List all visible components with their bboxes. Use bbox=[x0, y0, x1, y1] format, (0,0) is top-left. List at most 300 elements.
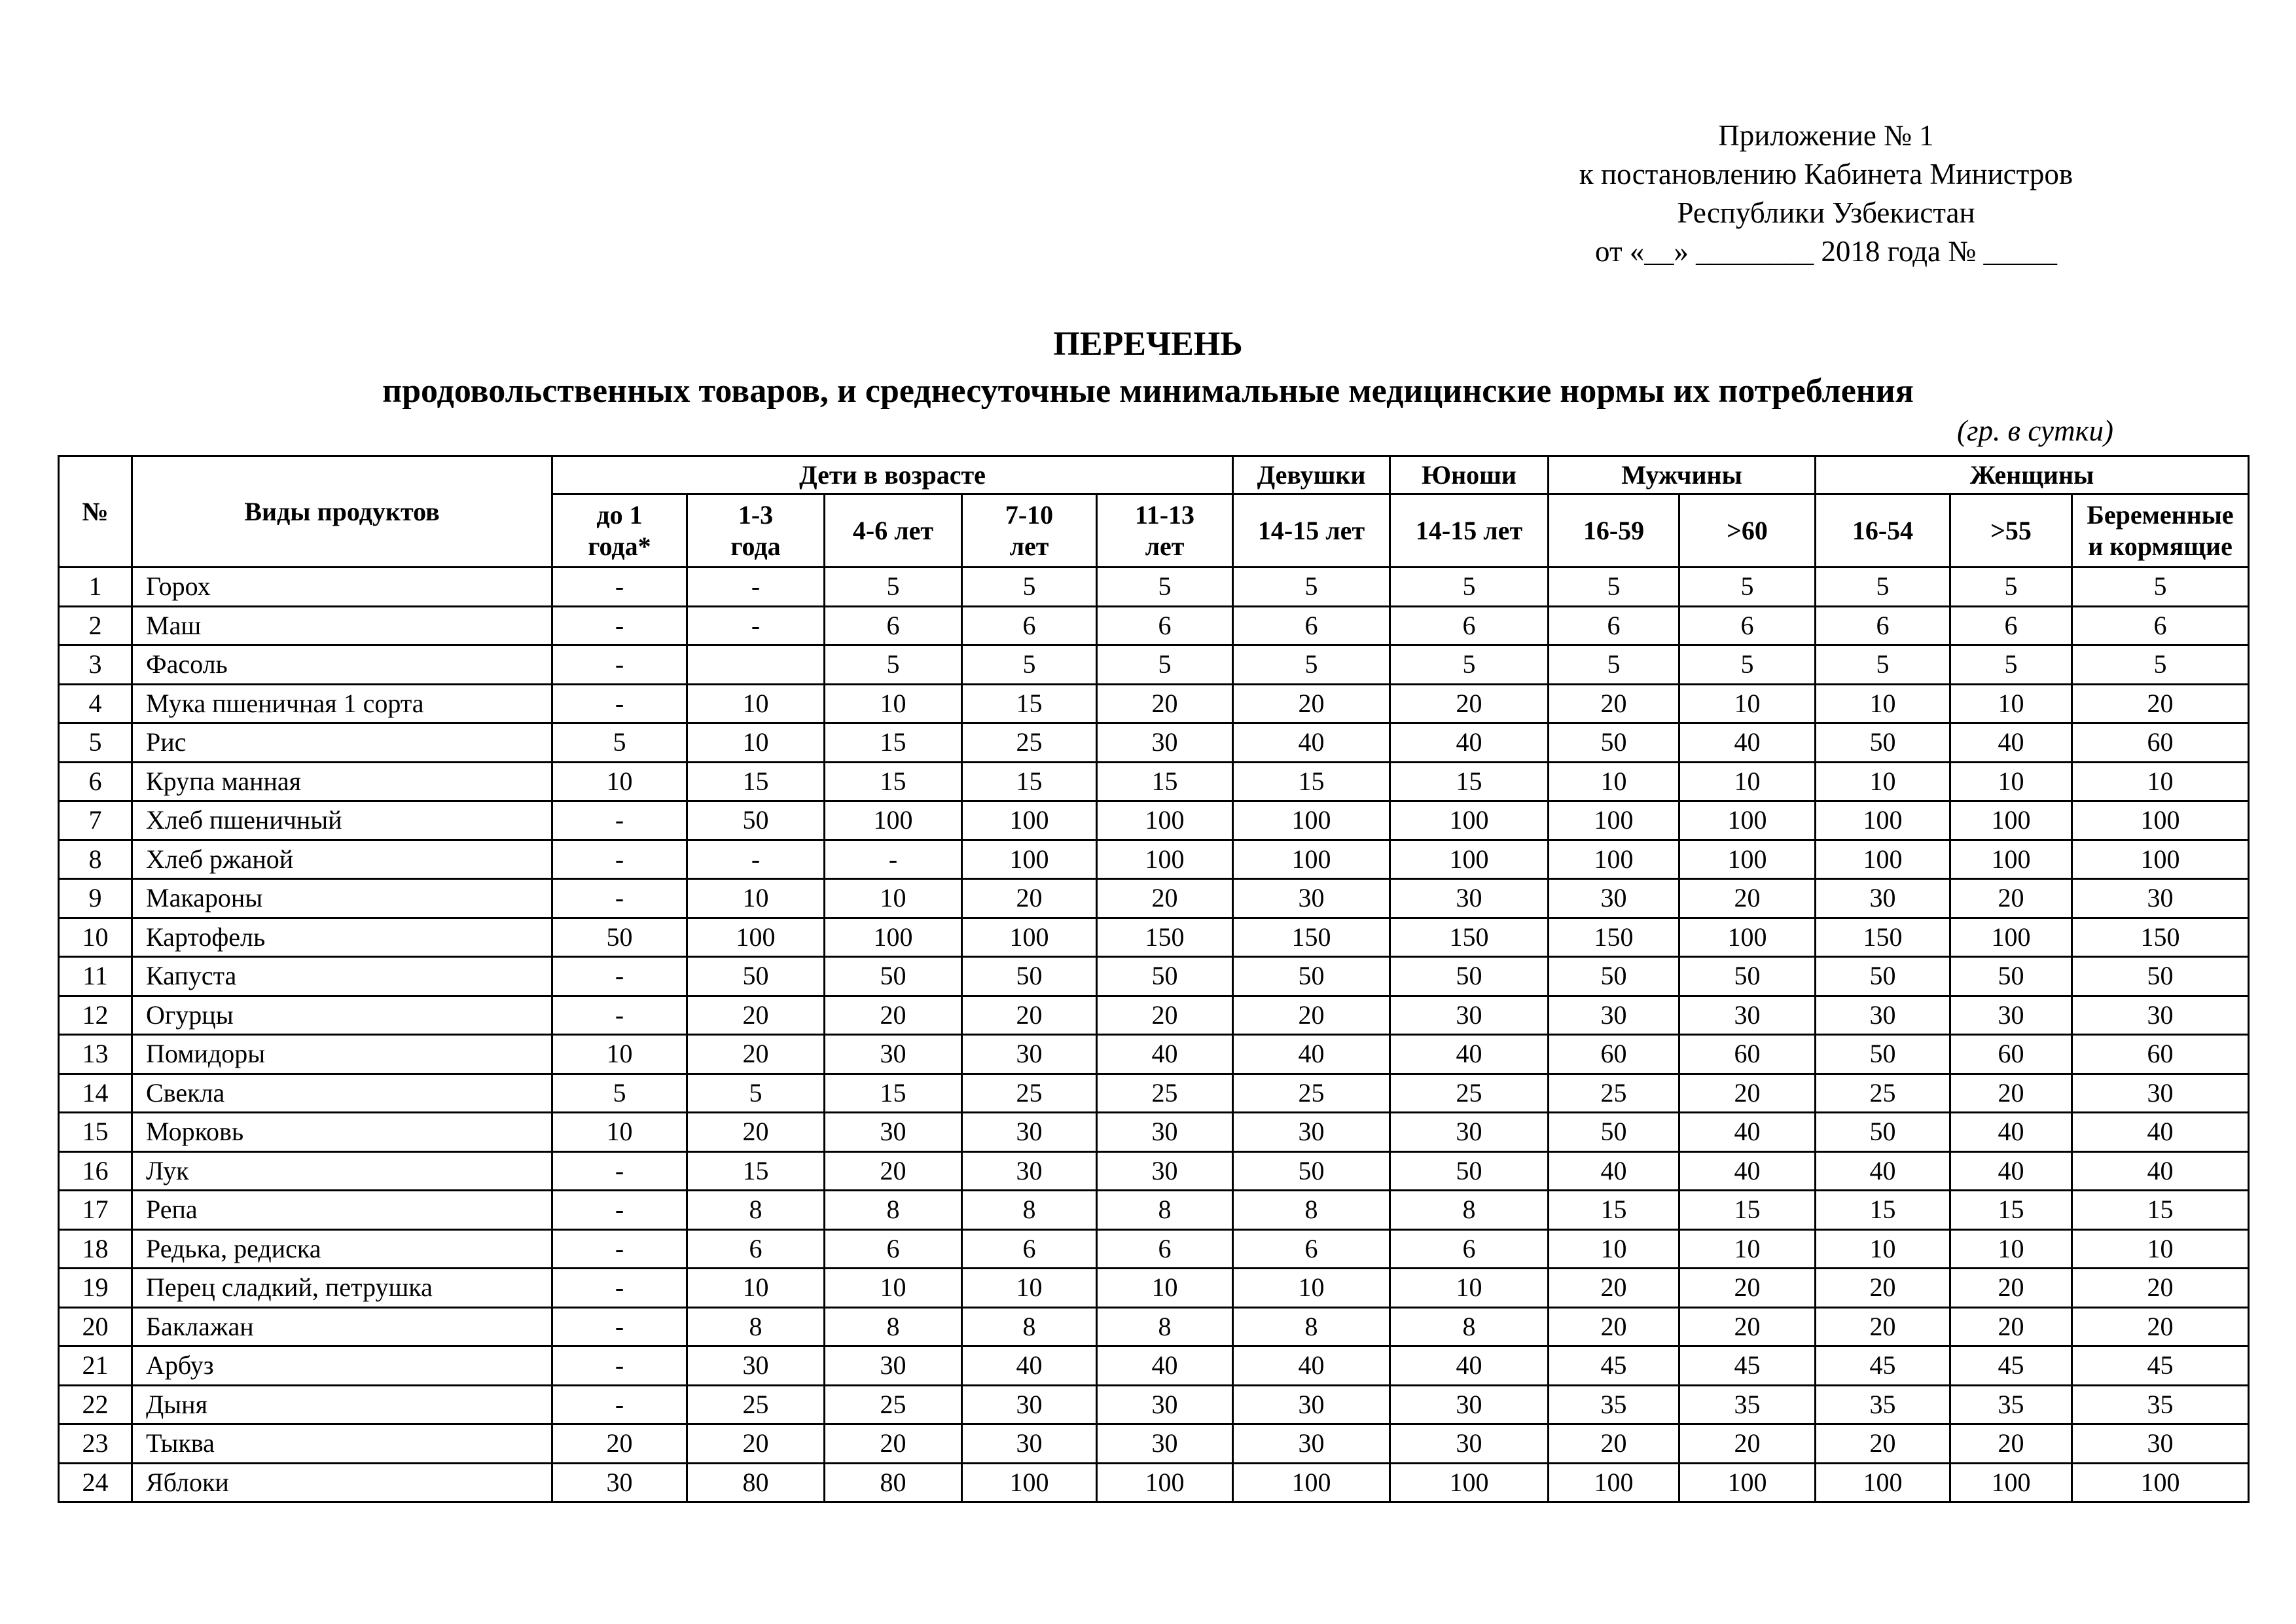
norm-value: 5 bbox=[552, 1074, 687, 1113]
norm-value: 10 bbox=[1950, 762, 2072, 801]
norm-value: 20 bbox=[1679, 1424, 1816, 1464]
norm-value: 100 bbox=[1233, 1463, 1390, 1502]
row-number: 17 bbox=[59, 1191, 132, 1230]
norm-value: 35 bbox=[1816, 1385, 1950, 1424]
norm-value: 40 bbox=[1679, 1151, 1816, 1191]
product-name: Морковь bbox=[132, 1113, 552, 1152]
norm-value: 30 bbox=[1097, 1151, 1233, 1191]
row-number: 8 bbox=[59, 840, 132, 879]
norm-value: 100 bbox=[1950, 801, 2072, 840]
norm-value: 20 bbox=[1549, 1307, 1679, 1346]
norm-value: 10 bbox=[1233, 1269, 1390, 1308]
norm-value: 100 bbox=[1390, 1463, 1549, 1502]
norm-value: 50 bbox=[1816, 723, 1950, 763]
norm-value: 40 bbox=[1233, 723, 1390, 763]
norm-value: 5 bbox=[962, 645, 1097, 685]
norm-value: 5 bbox=[1679, 645, 1816, 685]
norm-value: 5 bbox=[825, 568, 962, 607]
norm-value: 40 bbox=[1097, 1346, 1233, 1386]
norm-value: 6 bbox=[1233, 606, 1390, 645]
norm-value: 6 bbox=[825, 606, 962, 645]
col-header-1-3: 1-3 года bbox=[687, 494, 825, 568]
norm-value: 30 bbox=[1097, 1385, 1233, 1424]
norm-value: 30 bbox=[1097, 1113, 1233, 1152]
product-name: Тыква bbox=[132, 1424, 552, 1464]
row-number: 4 bbox=[59, 684, 132, 723]
norm-value: 5 bbox=[1950, 645, 2072, 685]
row-number: 1 bbox=[59, 568, 132, 607]
norm-value: 20 bbox=[2072, 1269, 2249, 1308]
table-row bbox=[59, 684, 2249, 723]
norm-value: 10 bbox=[1549, 1229, 1679, 1269]
group-header-girls: Девушки bbox=[1233, 456, 1390, 494]
norm-value: - bbox=[552, 1307, 687, 1346]
norm-value: 50 bbox=[1816, 1113, 1950, 1152]
norm-value: 100 bbox=[1390, 840, 1549, 879]
row-number: 3 bbox=[59, 645, 132, 685]
norm-value: 15 bbox=[962, 762, 1097, 801]
norm-value: 100 bbox=[1097, 840, 1233, 879]
norm-value: 15 bbox=[825, 723, 962, 763]
row-number: 2 bbox=[59, 606, 132, 645]
norm-value: 50 bbox=[1233, 957, 1390, 996]
norm-value: - bbox=[552, 684, 687, 723]
appendix-date: от «__» ________ 2018 года № _____ bbox=[1595, 235, 2057, 268]
product-name: Картофель bbox=[132, 918, 552, 957]
norm-value: 10 bbox=[552, 762, 687, 801]
product-name: Крупа манная bbox=[132, 762, 552, 801]
table-row bbox=[59, 1346, 2249, 1386]
norm-value: 10 bbox=[687, 684, 825, 723]
norm-value: 100 bbox=[1816, 801, 1950, 840]
row-number: 11 bbox=[59, 957, 132, 996]
norm-value: 25 bbox=[1816, 1074, 1950, 1113]
norm-value: 10 bbox=[552, 1035, 687, 1074]
norm-value: 5 bbox=[687, 1074, 825, 1113]
norm-value: 6 bbox=[1233, 1229, 1390, 1269]
norm-value: 100 bbox=[687, 918, 825, 957]
norm-value: 50 bbox=[1549, 1113, 1679, 1152]
norm-value: 15 bbox=[962, 684, 1097, 723]
norm-value: - bbox=[552, 1151, 687, 1191]
norm-value: 40 bbox=[1390, 1346, 1549, 1386]
norm-value: 20 bbox=[962, 879, 1097, 918]
norm-value: 5 bbox=[1679, 568, 1816, 607]
norm-value: - bbox=[552, 1385, 687, 1424]
norm-value: 6 bbox=[1390, 1229, 1549, 1269]
norm-value: 40 bbox=[1390, 723, 1549, 763]
norm-value: 150 bbox=[2072, 918, 2249, 957]
norm-value: 45 bbox=[1816, 1346, 1950, 1386]
norm-value: 20 bbox=[1233, 684, 1390, 723]
norm-value: 6 bbox=[962, 1229, 1097, 1269]
norm-value: 30 bbox=[1816, 879, 1950, 918]
norm-value: - bbox=[552, 1346, 687, 1386]
norm-value: 30 bbox=[2072, 996, 2249, 1035]
norm-value: 100 bbox=[1549, 801, 1679, 840]
norm-value: 100 bbox=[1679, 840, 1816, 879]
product-name: Маш bbox=[132, 606, 552, 645]
table-row bbox=[59, 762, 2249, 801]
norm-value: 6 bbox=[1390, 606, 1549, 645]
row-number: 19 bbox=[59, 1269, 132, 1308]
norm-value: 100 bbox=[962, 918, 1097, 957]
norm-value: 100 bbox=[1679, 918, 1816, 957]
norm-value: 20 bbox=[687, 1424, 825, 1464]
norm-value: 15 bbox=[687, 762, 825, 801]
product-name: Перец сладкий, петрушка bbox=[132, 1269, 552, 1308]
norm-value: 5 bbox=[962, 568, 1097, 607]
norm-value: 15 bbox=[1950, 1191, 2072, 1230]
norm-value: 10 bbox=[1950, 1229, 2072, 1269]
table-row bbox=[59, 801, 2249, 840]
norm-value: 15 bbox=[825, 1074, 962, 1113]
table-row bbox=[59, 957, 2249, 996]
norm-value: 5 bbox=[1097, 568, 1233, 607]
product-name: Рис bbox=[132, 723, 552, 763]
norm-value: 30 bbox=[962, 1113, 1097, 1152]
norm-value: 60 bbox=[1549, 1035, 1679, 1074]
norm-value: 8 bbox=[825, 1307, 962, 1346]
norm-value: - bbox=[552, 879, 687, 918]
col-header-7-10: 7-10 лет bbox=[962, 494, 1097, 568]
norm-value: 20 bbox=[1950, 1424, 2072, 1464]
norm-value: 20 bbox=[825, 1151, 962, 1191]
norm-value: 150 bbox=[1549, 918, 1679, 957]
norm-value: 30 bbox=[1097, 723, 1233, 763]
norm-value: 100 bbox=[825, 918, 962, 957]
norm-value: 5 bbox=[1390, 645, 1549, 685]
norm-value: 15 bbox=[825, 762, 962, 801]
norm-value: 15 bbox=[1233, 762, 1390, 801]
norm-value: 100 bbox=[1679, 801, 1816, 840]
norm-value: 25 bbox=[962, 723, 1097, 763]
norm-value: 20 bbox=[1549, 1269, 1679, 1308]
norm-value: 20 bbox=[687, 996, 825, 1035]
norm-value: 45 bbox=[1549, 1346, 1679, 1386]
document-title: ПЕРЕЧЕНЬ bbox=[1053, 325, 1243, 363]
table-row bbox=[59, 1151, 2249, 1191]
norm-value: 30 bbox=[2072, 1074, 2249, 1113]
table-row bbox=[59, 723, 2249, 763]
norm-value: 5 bbox=[1233, 645, 1390, 685]
norm-value: 6 bbox=[2072, 606, 2249, 645]
norm-value: 60 bbox=[1679, 1035, 1816, 1074]
col-header-women-16-54: 16-54 bbox=[1816, 494, 1950, 568]
norm-value: 15 bbox=[687, 1151, 825, 1191]
norm-value: 50 bbox=[1549, 723, 1679, 763]
norm-value: 40 bbox=[1950, 723, 2072, 763]
norm-value: 5 bbox=[2072, 568, 2249, 607]
appendix-country: Республики Узбекистан bbox=[1677, 196, 1975, 229]
norm-value: 30 bbox=[825, 1035, 962, 1074]
norm-value: 20 bbox=[1950, 1074, 2072, 1113]
norm-value: 10 bbox=[1816, 684, 1950, 723]
norm-value: 30 bbox=[1233, 1385, 1390, 1424]
norm-value: 20 bbox=[1816, 1424, 1950, 1464]
norm-value: 6 bbox=[1097, 1229, 1233, 1269]
product-name: Репа bbox=[132, 1191, 552, 1230]
norm-value: 25 bbox=[825, 1385, 962, 1424]
table-row bbox=[59, 606, 2249, 645]
norm-value: 40 bbox=[1679, 1113, 1816, 1152]
norm-value: 50 bbox=[825, 957, 962, 996]
norm-value: 30 bbox=[1549, 996, 1679, 1035]
norm-value: - bbox=[552, 840, 687, 879]
table-row bbox=[59, 840, 2249, 879]
norm-value: 40 bbox=[1233, 1346, 1390, 1386]
norm-value: 5 bbox=[1549, 568, 1679, 607]
product-name: Капуста bbox=[132, 957, 552, 996]
norm-value: 8 bbox=[687, 1307, 825, 1346]
norm-value: 50 bbox=[2072, 957, 2249, 996]
norm-value: 6 bbox=[1679, 606, 1816, 645]
norm-value: 50 bbox=[1233, 1151, 1390, 1191]
norm-value: 8 bbox=[1233, 1191, 1390, 1230]
norm-value: 35 bbox=[2072, 1385, 2249, 1424]
norm-value: 20 bbox=[1390, 684, 1549, 723]
norm-value: 20 bbox=[1549, 684, 1679, 723]
norm-value: 50 bbox=[962, 957, 1097, 996]
norm-value: 100 bbox=[1233, 801, 1390, 840]
norm-value bbox=[687, 645, 825, 685]
norm-value: 6 bbox=[1097, 606, 1233, 645]
norm-value: 30 bbox=[825, 1113, 962, 1152]
norm-value: 30 bbox=[1390, 1424, 1549, 1464]
table-row bbox=[59, 996, 2249, 1035]
norm-value: - bbox=[552, 568, 687, 607]
norm-value: 8 bbox=[1390, 1307, 1549, 1346]
table-row bbox=[59, 1269, 2249, 1308]
product-name: Лук bbox=[132, 1151, 552, 1191]
norm-value: 50 bbox=[1390, 957, 1549, 996]
norm-value: 10 bbox=[962, 1269, 1097, 1308]
norm-value: 80 bbox=[825, 1463, 962, 1502]
norm-value: 6 bbox=[1816, 606, 1950, 645]
norm-value: 30 bbox=[552, 1463, 687, 1502]
norm-value: 30 bbox=[1549, 879, 1679, 918]
product-name: Фасоль bbox=[132, 645, 552, 685]
norm-value: - bbox=[552, 957, 687, 996]
table-body bbox=[59, 568, 2249, 1502]
norm-value: - bbox=[552, 1269, 687, 1308]
col-header-number: № bbox=[59, 456, 132, 568]
norm-value: 10 bbox=[2072, 762, 2249, 801]
norm-value: 10 bbox=[1950, 684, 2072, 723]
product-name: Дыня bbox=[132, 1385, 552, 1424]
table-row bbox=[59, 568, 2249, 607]
norm-value: 40 bbox=[2072, 1151, 2249, 1191]
norm-value: 30 bbox=[1097, 1424, 1233, 1464]
norm-value: 20 bbox=[962, 996, 1097, 1035]
table-row bbox=[59, 1074, 2249, 1113]
norm-value: 10 bbox=[1816, 762, 1950, 801]
col-header-pregnant: Беременные и кормящие bbox=[2072, 494, 2249, 568]
norm-value: 20 bbox=[1233, 996, 1390, 1035]
row-number: 13 bbox=[59, 1035, 132, 1074]
norm-value: 35 bbox=[1950, 1385, 2072, 1424]
product-name: Хлеб ржаной bbox=[132, 840, 552, 879]
norm-value: 20 bbox=[825, 1424, 962, 1464]
norm-value: 10 bbox=[1679, 762, 1816, 801]
col-header-4-6: 4-6 лет bbox=[825, 494, 962, 568]
norm-value: 20 bbox=[1950, 1269, 2072, 1308]
norm-value: 40 bbox=[962, 1346, 1097, 1386]
row-number: 20 bbox=[59, 1307, 132, 1346]
norm-value: 6 bbox=[687, 1229, 825, 1269]
norm-value: 20 bbox=[2072, 684, 2249, 723]
product-name: Яблоки bbox=[132, 1463, 552, 1502]
norm-value: 10 bbox=[1679, 684, 1816, 723]
norm-value: 35 bbox=[1679, 1385, 1816, 1424]
norm-value: 100 bbox=[962, 801, 1097, 840]
norm-value: - bbox=[552, 996, 687, 1035]
norm-value: 40 bbox=[1950, 1151, 2072, 1191]
norm-value: 5 bbox=[1390, 568, 1549, 607]
norm-value: 30 bbox=[962, 1385, 1097, 1424]
norm-value: 50 bbox=[1679, 957, 1816, 996]
product-name: Свекла bbox=[132, 1074, 552, 1113]
norm-value: 50 bbox=[687, 801, 825, 840]
product-name: Огурцы bbox=[132, 996, 552, 1035]
norm-value: 100 bbox=[2072, 840, 2249, 879]
norm-value: 6 bbox=[962, 606, 1097, 645]
norm-value: 10 bbox=[2072, 1229, 2249, 1269]
norm-value: 5 bbox=[1950, 568, 2072, 607]
norm-value: 10 bbox=[552, 1113, 687, 1152]
norm-value: 10 bbox=[687, 723, 825, 763]
table-row bbox=[59, 1229, 2249, 1269]
norm-value: 30 bbox=[1233, 879, 1390, 918]
norm-value: 45 bbox=[2072, 1346, 2249, 1386]
norm-value: 100 bbox=[1816, 840, 1950, 879]
norm-value: 100 bbox=[962, 840, 1097, 879]
product-name: Редька, редиска bbox=[132, 1229, 552, 1269]
norm-value: 20 bbox=[1679, 1307, 1816, 1346]
norm-value: 10 bbox=[1390, 1269, 1549, 1308]
norm-value: 20 bbox=[1950, 1307, 2072, 1346]
norm-value: 30 bbox=[1233, 1424, 1390, 1464]
norm-value: 10 bbox=[825, 684, 962, 723]
norm-value: 20 bbox=[825, 996, 962, 1035]
norm-value: 50 bbox=[552, 918, 687, 957]
table-row bbox=[59, 879, 2249, 918]
col-header-men-16-59: 16-59 bbox=[1549, 494, 1679, 568]
norm-value: 100 bbox=[1097, 801, 1233, 840]
norm-value: 15 bbox=[1816, 1191, 1950, 1230]
norm-value: 25 bbox=[962, 1074, 1097, 1113]
norms-table bbox=[58, 455, 2250, 1503]
appendix-header bbox=[1532, 117, 2121, 271]
norm-value: 100 bbox=[1679, 1463, 1816, 1502]
norm-value: 30 bbox=[2072, 1424, 2249, 1464]
norm-value: 100 bbox=[2072, 801, 2249, 840]
product-name: Мука пшеничная 1 сорта bbox=[132, 684, 552, 723]
row-number: 9 bbox=[59, 879, 132, 918]
appendix-number: Приложение № 1 bbox=[1718, 119, 1934, 152]
group-header-boys: Юноши bbox=[1390, 456, 1549, 494]
product-name: Помидоры bbox=[132, 1035, 552, 1074]
norm-value: 40 bbox=[1097, 1035, 1233, 1074]
norm-value: 10 bbox=[687, 879, 825, 918]
norm-value: 40 bbox=[1816, 1151, 1950, 1191]
norm-value: 8 bbox=[1097, 1191, 1233, 1230]
table-row bbox=[59, 918, 2249, 957]
col-header-product: Виды продуктов bbox=[132, 456, 552, 568]
norm-value: 50 bbox=[687, 957, 825, 996]
row-number: 12 bbox=[59, 996, 132, 1035]
norm-value: - bbox=[552, 801, 687, 840]
norm-value: 8 bbox=[825, 1191, 962, 1230]
norm-value: 8 bbox=[962, 1191, 1097, 1230]
table-row bbox=[59, 1035, 2249, 1074]
norm-value: 25 bbox=[1097, 1074, 1233, 1113]
norm-value: 25 bbox=[1390, 1074, 1549, 1113]
norm-value: 20 bbox=[687, 1035, 825, 1074]
norm-value: 45 bbox=[1950, 1346, 2072, 1386]
norm-value: 40 bbox=[1950, 1113, 2072, 1152]
norm-value: 20 bbox=[1679, 1074, 1816, 1113]
row-number: 6 bbox=[59, 762, 132, 801]
norm-value: 5 bbox=[825, 645, 962, 685]
col-header-men-over-60: >60 bbox=[1679, 494, 1816, 568]
norm-value: 150 bbox=[1233, 918, 1390, 957]
norm-value: 35 bbox=[1549, 1385, 1679, 1424]
norm-value: 20 bbox=[552, 1424, 687, 1464]
row-number: 5 bbox=[59, 723, 132, 763]
norm-value: 100 bbox=[825, 801, 962, 840]
row-number: 10 bbox=[59, 918, 132, 957]
norm-value: - bbox=[552, 1191, 687, 1230]
norm-value: 6 bbox=[825, 1229, 962, 1269]
norm-value: 30 bbox=[687, 1346, 825, 1386]
norm-value: 10 bbox=[1549, 762, 1679, 801]
product-name: Хлеб пшеничный bbox=[132, 801, 552, 840]
norm-value: 30 bbox=[1390, 879, 1549, 918]
norm-value: 25 bbox=[1233, 1074, 1390, 1113]
table-row bbox=[59, 1113, 2249, 1152]
norm-value: 100 bbox=[1549, 1463, 1679, 1502]
row-number: 21 bbox=[59, 1346, 132, 1386]
norm-value: - bbox=[825, 840, 962, 879]
product-name: Макароны bbox=[132, 879, 552, 918]
norm-value: 8 bbox=[962, 1307, 1097, 1346]
norm-value: 5 bbox=[552, 723, 687, 763]
norm-value: 60 bbox=[1950, 1035, 2072, 1074]
table-row bbox=[59, 1385, 2249, 1424]
norm-value: 150 bbox=[1816, 918, 1950, 957]
norm-value: 30 bbox=[1679, 996, 1816, 1035]
norm-value: 30 bbox=[2072, 879, 2249, 918]
norm-value: 15 bbox=[2072, 1191, 2249, 1230]
norm-value: 10 bbox=[825, 879, 962, 918]
norm-value: 30 bbox=[1950, 996, 2072, 1035]
norm-value: 8 bbox=[1097, 1307, 1233, 1346]
norm-value: 20 bbox=[1816, 1307, 1950, 1346]
col-header-women-over-55: >55 bbox=[1950, 494, 2072, 568]
norm-value: 30 bbox=[1816, 996, 1950, 1035]
product-name: Горох bbox=[132, 568, 552, 607]
table-row bbox=[59, 1424, 2249, 1464]
norm-value: 100 bbox=[962, 1463, 1097, 1502]
document-subtitle: продовольственных товаров, и среднесуточные минимальные медицинские нормы их потребления bbox=[382, 372, 1914, 410]
norm-value: 5 bbox=[1816, 568, 1950, 607]
table-header-row-groups bbox=[59, 456, 2249, 494]
row-number: 18 bbox=[59, 1229, 132, 1269]
norm-value: 15 bbox=[1679, 1191, 1816, 1230]
norm-value: 15 bbox=[1549, 1191, 1679, 1230]
norm-value: - bbox=[687, 606, 825, 645]
